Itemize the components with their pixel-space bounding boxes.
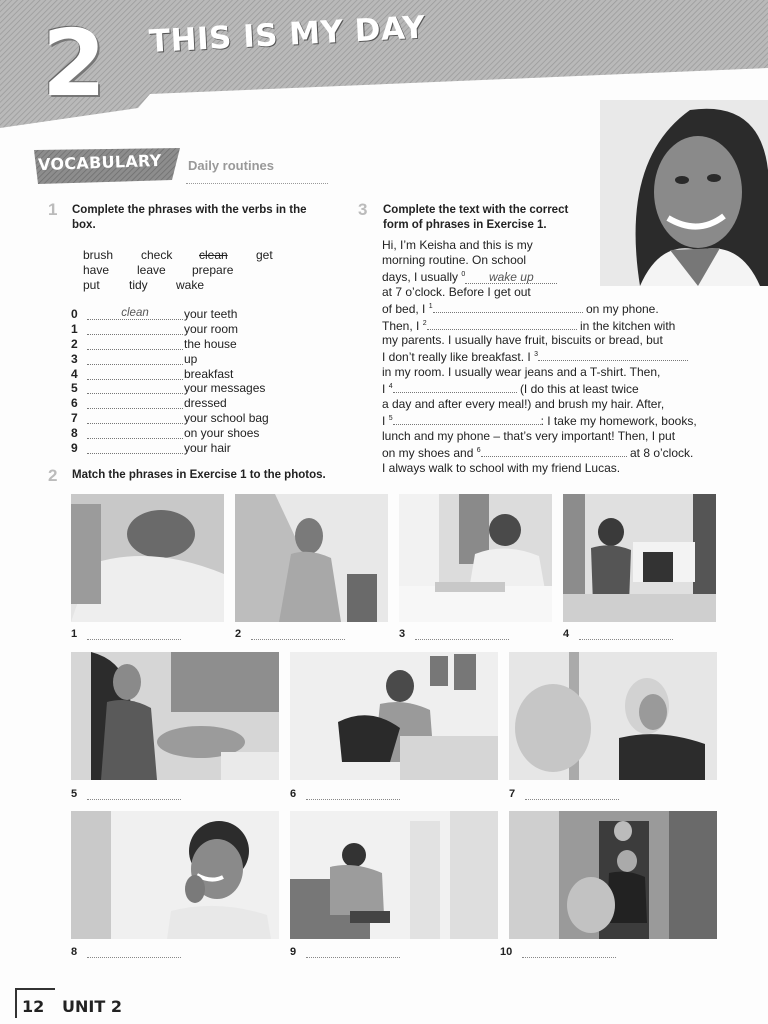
text-line: [382, 444, 718, 461]
photo-number: 9: [290, 946, 297, 958]
exercise-1-number: 1: [48, 200, 58, 219]
gap-5[interactable]: [393, 413, 541, 425]
photo-answer-line[interactable]: [306, 790, 400, 800]
photo-number: 3: [399, 628, 406, 640]
word: tidy: [129, 278, 148, 292]
text-line: morning routine. On school: [382, 252, 527, 267]
unit-title: THIS IS MY DAY: [148, 9, 427, 60]
text-part: on my shoes and: [382, 445, 474, 460]
text-line: [382, 317, 718, 334]
text-part: : I take my homework, books,: [540, 413, 697, 428]
section-subtitle: Daily routines: [188, 158, 274, 173]
phrase-text: your hair: [184, 441, 231, 456]
text-line: [382, 380, 718, 397]
phrase-number: 4: [71, 366, 78, 381]
answer-blank[interactable]: [87, 396, 183, 409]
word: put: [83, 278, 100, 292]
gap-number: 2: [422, 319, 427, 327]
photo-girl-laundry: [71, 652, 279, 780]
photo-number: 10: [500, 946, 513, 958]
text-part: in the kitchen with: [579, 318, 676, 333]
gap-4[interactable]: [393, 381, 517, 393]
phrase-text: breakfast: [184, 366, 234, 381]
photo-number: 6: [290, 788, 297, 800]
photo-number: 5: [71, 788, 78, 800]
photo-boy-homework: [399, 494, 552, 622]
photo-sleeping: [71, 494, 224, 622]
word: get: [256, 248, 273, 262]
gap-number: 3: [534, 351, 538, 359]
photo-number: 7: [509, 788, 516, 800]
gap-2[interactable]: [427, 318, 577, 330]
text-line: at 7 o’clock. Before I get out: [382, 284, 531, 299]
word: brush: [83, 248, 114, 262]
photo-number: 2: [235, 628, 242, 640]
exercise-2-number: 2: [48, 466, 58, 485]
photo-answer-line[interactable]: [251, 630, 345, 640]
photo-number: 4: [563, 628, 570, 640]
text-line: Hi, I’m Keisha and this is my: [382, 238, 533, 252]
photo-number: 8: [71, 946, 78, 958]
text-line: [382, 412, 718, 429]
phrase-text: the house: [184, 336, 237, 351]
section-underline: [186, 183, 328, 184]
footer-rule: [15, 988, 55, 990]
photo-boy-shoes: [290, 811, 498, 939]
photo-number: 1: [71, 628, 78, 640]
text-line: lunch and my phone – that’s very important! Then, I put: [382, 428, 676, 443]
phrase-number: 6: [71, 396, 78, 411]
photo-boy-phone: [563, 494, 716, 622]
gap-1[interactable]: [433, 301, 583, 313]
phrase-text: your teeth: [184, 307, 238, 321]
photo-answer-line[interactable]: [522, 948, 616, 958]
answer-blank[interactable]: clean: [87, 307, 183, 320]
gap-number: 5: [388, 414, 393, 422]
phrase-number: 8: [71, 426, 78, 441]
phrase-number: 7: [71, 411, 78, 426]
text-line: [382, 300, 718, 317]
word: check: [141, 248, 173, 262]
text-line: in my room. I usually wear jeans and a T-shirt. Then,: [382, 365, 661, 380]
gap-3[interactable]: [538, 349, 688, 361]
text-line: [382, 268, 718, 285]
reading-text: [382, 238, 718, 476]
phrase-number: 5: [71, 381, 78, 396]
phrase-text: dressed: [184, 396, 227, 411]
phrase-text: your room: [184, 321, 239, 336]
gap-0-answer[interactable]: wake up: [465, 272, 557, 284]
photo-answer-line[interactable]: [87, 948, 181, 958]
text-line: I always walk to school with my friend Lucas.: [382, 460, 621, 475]
exercise-3-instruction: Complete the text with the correct form of phrases in Exercise 1.: [383, 204, 569, 231]
photo-answer-line[interactable]: [579, 630, 673, 640]
exercise-2-instruction: Match the phrases in Exercise 1 to the photos.: [72, 469, 326, 481]
gap-6[interactable]: [481, 445, 627, 457]
text-part: I don’t really like breakfast. I: [382, 350, 531, 365]
page-number: 12: [22, 997, 45, 1016]
answer-blank[interactable]: [87, 367, 183, 380]
photo-boy-teeth: [71, 811, 279, 939]
word: prepare: [192, 263, 234, 277]
photo-answer-line[interactable]: [87, 790, 181, 800]
answer-blank[interactable]: [87, 322, 183, 335]
answer-blank[interactable]: [87, 352, 183, 365]
text-part: on my phone.: [585, 301, 659, 316]
gap-number: 1: [428, 302, 433, 310]
answer-blank[interactable]: [87, 381, 183, 394]
answer-blank[interactable]: [87, 411, 183, 424]
photo-answer-line[interactable]: [306, 948, 400, 958]
word-box: [83, 248, 293, 293]
section-label: VOCABULARY: [37, 150, 162, 175]
text-part: I: [382, 382, 386, 397]
phrase-number: 1: [71, 321, 78, 336]
unit-number: 2: [42, 10, 105, 117]
footer-rule: [15, 988, 17, 1018]
phrase-number: 2: [71, 336, 78, 351]
phrase-text: your messages: [184, 381, 266, 396]
photo-girl-hair: [509, 652, 717, 780]
word: clean: [199, 248, 228, 262]
phrase-number: 0: [71, 307, 78, 321]
photo-answer-line[interactable]: [415, 630, 509, 640]
answer-blank[interactable]: [87, 441, 183, 454]
gap-number: 0: [461, 270, 466, 278]
phrase-number: 3: [71, 351, 78, 366]
text-part: of bed, I: [382, 301, 426, 316]
phrase-number: 9: [71, 441, 78, 456]
photo-girl-dressing: [235, 494, 388, 622]
text-part: (I do this at least twice: [519, 382, 639, 397]
photo-leaving-house: [509, 811, 717, 939]
text-part: Then, I: [382, 318, 420, 333]
gap-number: 4: [388, 383, 393, 391]
phrase-text: on your shoes: [184, 426, 260, 441]
footer-unit: UNIT 2: [62, 997, 122, 1016]
answer-blank[interactable]: [87, 426, 183, 439]
text-line: [382, 348, 718, 365]
photo-boy-bag: [290, 652, 498, 780]
word: leave: [137, 263, 166, 277]
text-line: a day and after every meal!) and brush my hair. After,: [382, 397, 665, 412]
photo-answer-line[interactable]: [87, 630, 181, 640]
text-part: at 8 o’clock.: [629, 445, 694, 460]
exercise-1-instruction: Complete the phrases with the verbs in the box.: [72, 204, 307, 231]
phrase-text: your school bag: [184, 411, 269, 426]
text-line: my parents. I usually have fruit, biscuits or bread, but: [382, 333, 663, 348]
text-part: days, I usually: [382, 269, 459, 284]
exercise-3-number: 3: [358, 200, 368, 219]
phrase-text: up: [184, 351, 198, 366]
text-part: I: [382, 413, 386, 428]
answer-blank[interactable]: [87, 337, 183, 350]
word: wake: [176, 278, 205, 292]
word: have: [83, 263, 110, 277]
photo-answer-line[interactable]: [525, 790, 619, 800]
gap-number: 6: [476, 446, 481, 454]
